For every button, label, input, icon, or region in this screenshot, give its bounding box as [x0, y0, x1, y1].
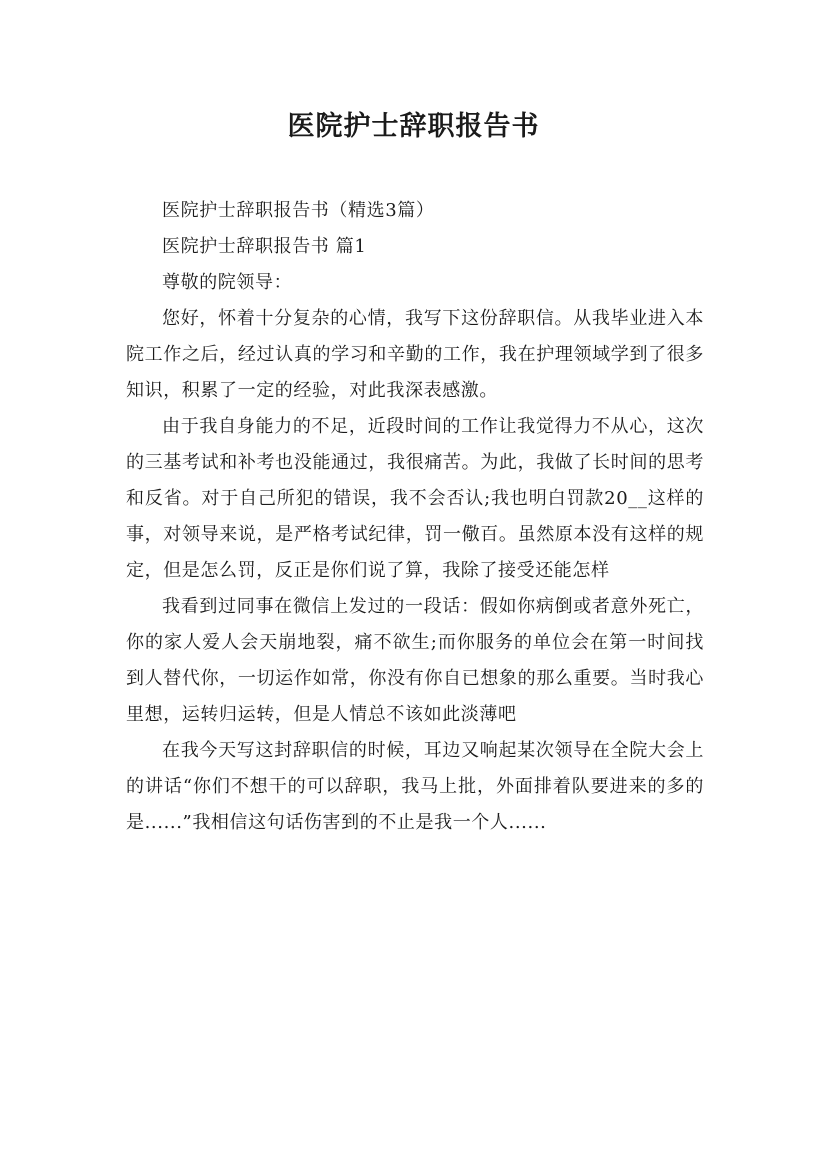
body-paragraph: 您好，怀着十分复杂的心情，我写下这份辞职信。从我毕业进入本院工作之后，经过认真的学习和辛勤的工作，我在护理领域学到了很多知识，积累了一定的经验，对此我深表感激。 [126, 308, 704, 401]
subtitle-line: 医院护士辞职报告书（精选3篇） [162, 200, 435, 221]
document-body [126, 193, 704, 841]
salutation: 尊敬的院领导： [162, 272, 293, 293]
body-paragraph: 我看到过同事在微信上发过的一段话：假如你病倒或者意外死亡，你的家人爱人会天崩地裂，痛不欲生;而你服务的单位会在第一时间找到人替代你，一切运作如常，你没有你自已想象的那么重要。当时我心里想，运转归运转，但是人情总不该如此淡薄吧 [126, 596, 704, 725]
document-title: 医院护士辞职报告书 [287, 111, 540, 142]
body-paragraph: 由于我自身能力的不足，近段时间的工作让我觉得力不从心，这次的三基考试和补考也没能通过，我很痛苦。为此，我做了长时间的思考和反省。对于自己所犯的错误，我不会否认;我也明白罚款20__这样的事，对领导来说，是严格考试纪律，罚一儆百。虽然原本没有这样的规定，但是怎么罚，反正是你们说了算，我除了接受还能怎样 [126, 416, 704, 581]
body-paragraph: 在我今天写这封辞职信的时候，耳边又响起某次领导在全院大会上的讲话“你们不想干的可以辞职，我马上批，外面排着队要进来的多的是......”我相信这句话伤害到的不止是我一个人...... [126, 740, 704, 833]
section-heading: 医院护士辞职报告书 篇1 [162, 236, 367, 257]
